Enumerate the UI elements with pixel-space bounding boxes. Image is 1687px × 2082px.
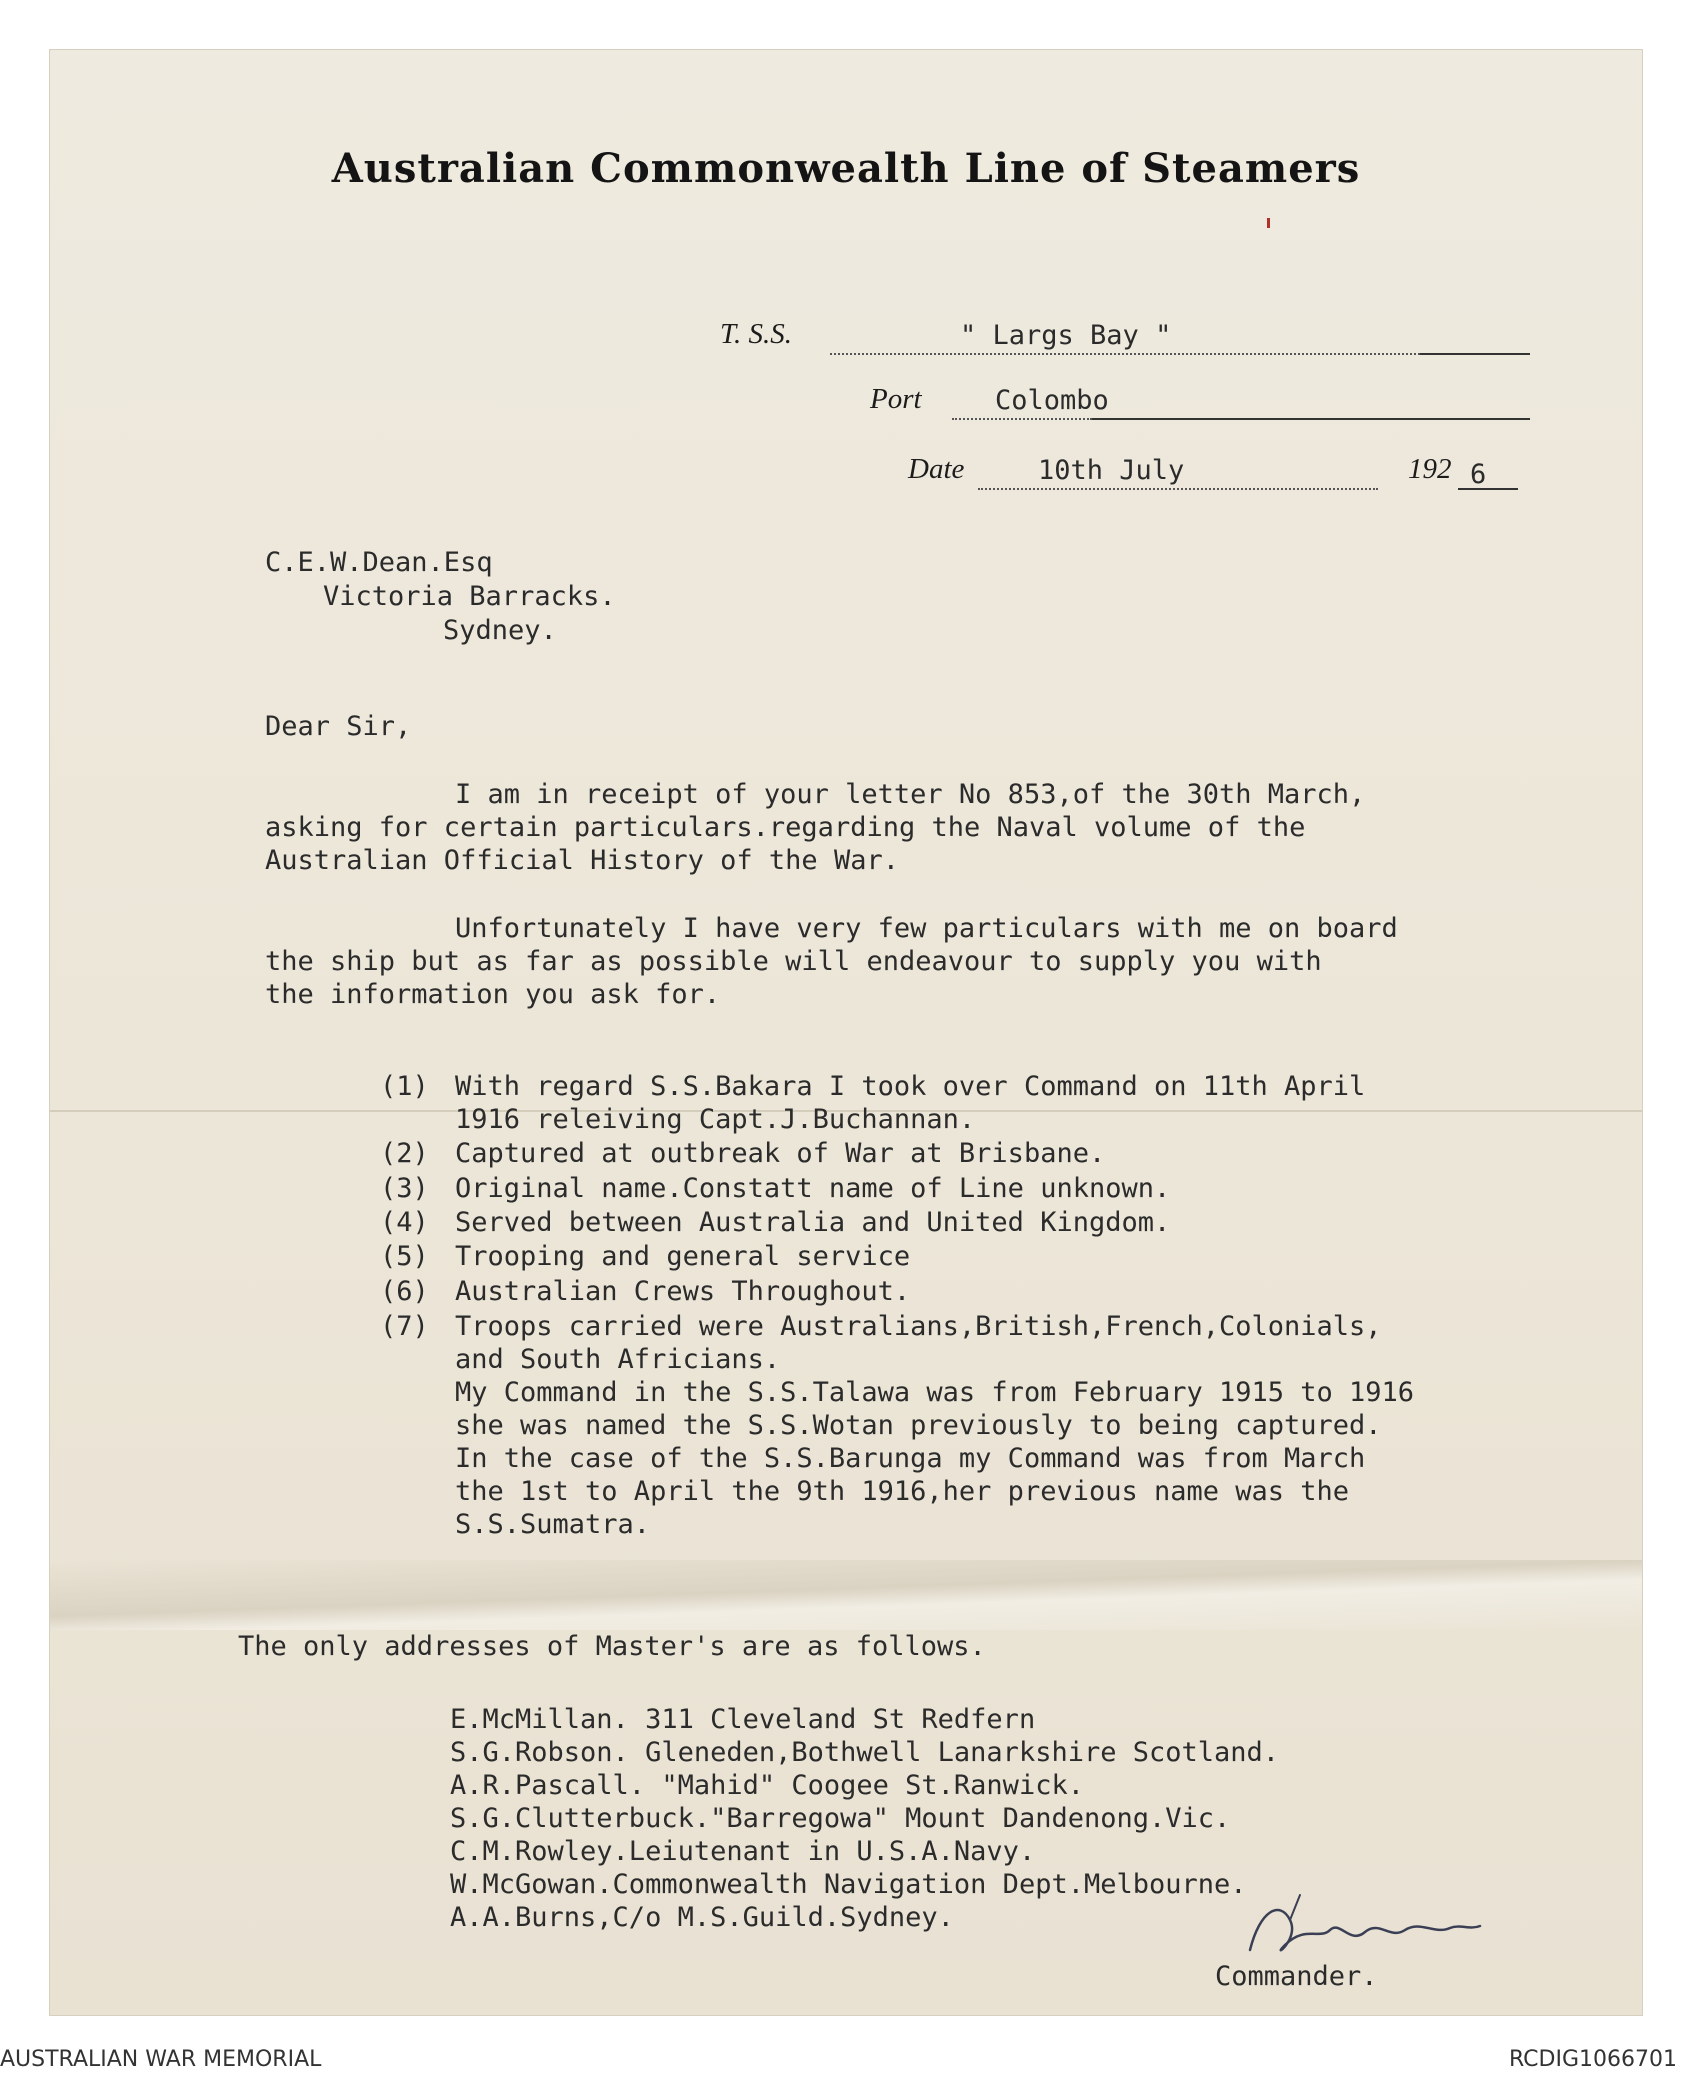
vessel-field (720, 315, 1530, 355)
master-address: W.McGowan.Commonwealth Navigation Dept.Melbourne. (450, 1869, 1247, 1900)
item-2-number: (2) (380, 1138, 429, 1169)
footer-institution: AUSTRALIAN WAR MEMORIAL (0, 2047, 322, 2072)
footer-record-id: RCDIG1066701 (1508, 2047, 1677, 2072)
salutation: Dear Sir, (265, 711, 412, 742)
item-7-number: (7) (380, 1311, 429, 1342)
port-dotted-line (952, 418, 1092, 420)
port-value: Colombo (995, 385, 1109, 416)
item-3-number: (3) (380, 1173, 429, 1204)
master-address: A.R.Pascall. "Mahid" Coogee St.Ranwick. (450, 1770, 1084, 1801)
item-4-number: (4) (380, 1207, 429, 1238)
letter-sheet (50, 50, 1642, 2015)
master-address: A.A.Burns,C/o M.S.Guild.Sydney. (450, 1902, 954, 1933)
item-5-text: Trooping and general service (455, 1241, 911, 1272)
vessel-value: " Largs Bay " (960, 320, 1172, 351)
item-1-text: With regard S.S.Bakara I took over Command on 11th April 1916 releiving Capt.J.Buchannan. (455, 1071, 1366, 1135)
item-5-number: (5) (380, 1241, 429, 1272)
item-4-text: Served between Australia and United Kingdom. (455, 1207, 1171, 1238)
master-address: S.G.Clutterbuck."Barregowa" Mount Dandenong.Vic. (450, 1803, 1231, 1834)
item-6-text: Australian Crews Throughout. (455, 1276, 911, 1307)
masters-intro: The only addresses of Master's are as follows. (238, 1631, 986, 1662)
item-6-number: (6) (380, 1276, 429, 1307)
year-suffix: 6 (1470, 459, 1487, 490)
paper-crease (50, 1560, 1642, 1630)
port-underline (1092, 418, 1530, 420)
paragraph-2: Unfortunately I have very few particulars with me on board the ship but as far as possible will endeavour to supply you with the information you ask for. (265, 913, 1398, 1010)
master-address: E.McMillan. 311 Cleveland St Redfern (450, 1704, 1036, 1735)
vessel-label: T. S.S. (720, 318, 792, 350)
letterhead: Australian Commonwealth Line of Steamers (331, 145, 1361, 192)
handwritten-signature (1230, 1890, 1490, 1970)
date-value: 10th July (1038, 455, 1185, 486)
item-7-text: Troops carried were Australians,British,French,Colonials, and South Africians. My Command in the S.S.Talawa was from February 1915 to 1916 she was named the S.S.Wotan previously to being captured. In the case of the S.S.Barunga my Command was from March the 1st to April the 9th 1916,her previous name was the S.S.Sumatra. (455, 1311, 1415, 1540)
address-line-1: C.E.W.Dean.Esq (265, 547, 493, 578)
vessel-underline (1420, 353, 1530, 355)
item-3-text: Original name.Constatt name of Line unknown. (455, 1173, 1171, 1204)
date-label: Date (908, 453, 965, 485)
master-address: C.M.Rowley.Leiutenant in U.S.A.Navy. (450, 1836, 1036, 1867)
red-ink-mark (1267, 218, 1270, 228)
date-dotted-line (978, 488, 1378, 490)
address-line-3: Sydney. (443, 615, 557, 646)
port-label: Port (870, 383, 922, 415)
item-1-number: (1) (380, 1071, 429, 1102)
item-2-text: Captured at outbreak of War at Brisbane. (455, 1138, 1106, 1169)
date-field (908, 450, 1530, 490)
date-underline (1458, 488, 1518, 490)
paragraph-1: I am in receipt of your letter No 853,of the 30th March, asking for certain particulars.regarding the Naval volume of the Australian Official History of the War. (265, 779, 1366, 876)
port-field (870, 380, 1530, 420)
address-line-2: Victoria Barracks. (323, 581, 616, 612)
closing-title: Commander. (1215, 1961, 1378, 1992)
year-prefix: 192 (1408, 453, 1452, 485)
master-address: S.G.Robson. Gleneden,Bothwell Lanarkshire Scotland. (450, 1737, 1280, 1768)
vessel-dotted-line (830, 353, 1420, 355)
